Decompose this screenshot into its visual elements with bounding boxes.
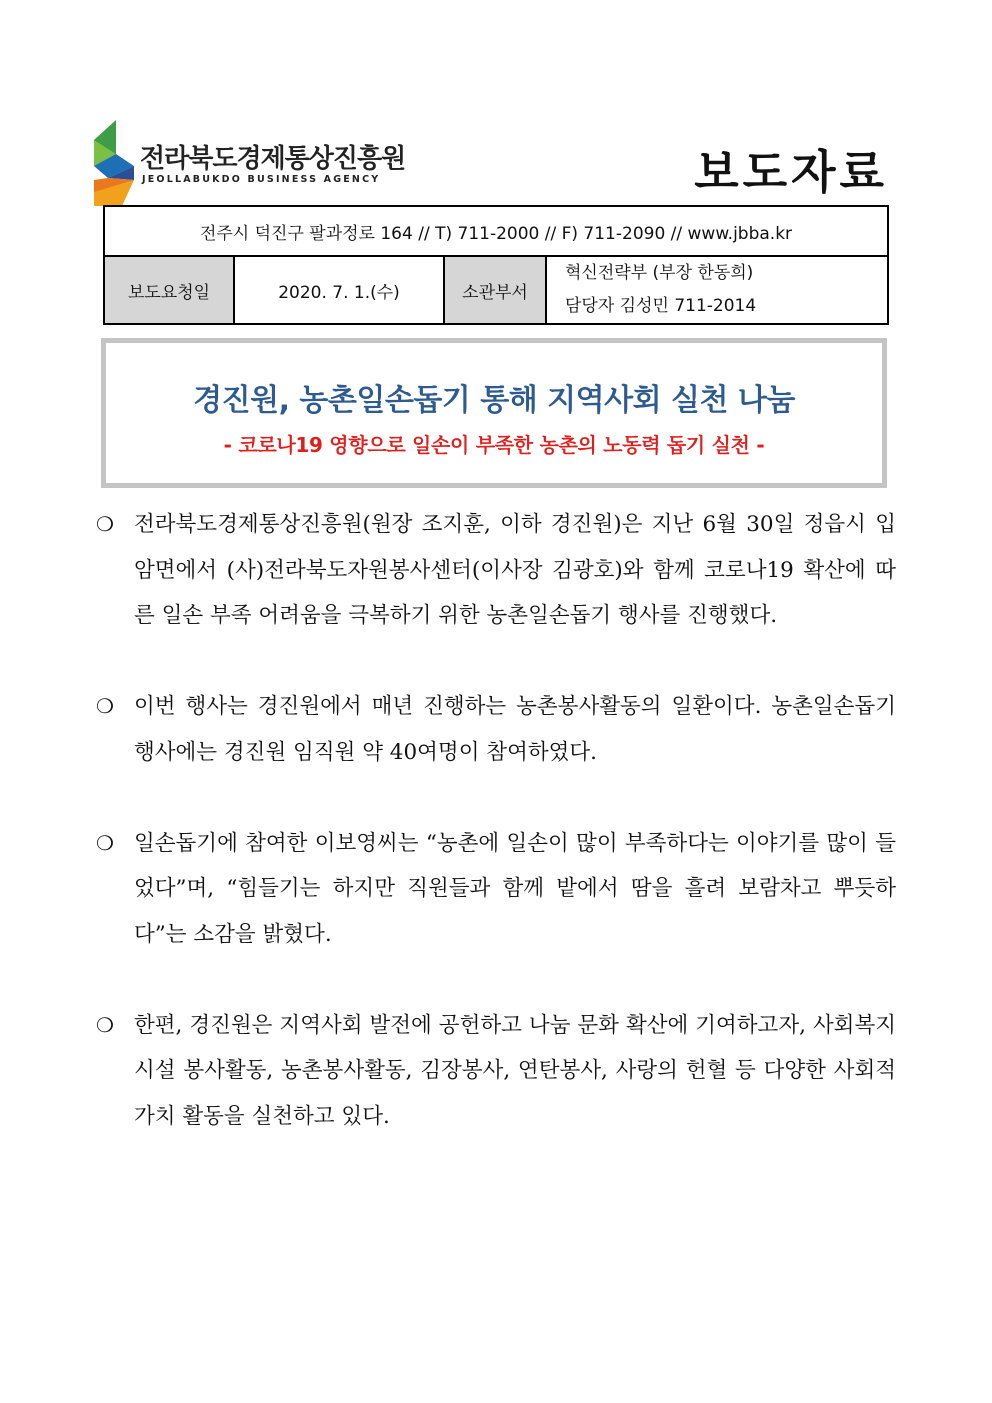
- headline-title: 경진원, 농촌일손돕기 통해 지역사회 실천 나눔: [193, 383, 795, 418]
- org-name-english: JEOLLABUKDO BUSINESS AGENCY: [142, 174, 381, 185]
- contact-line: 전주시 덕진구 팔과정로 164 // T) 711-2000 // F) 711-2090 // www.jbba.kr: [104, 206, 888, 256]
- bullet-circle-icon: ❍: [96, 830, 114, 855]
- body-paragraph: [96, 1003, 896, 1140]
- release-row: [104, 256, 888, 324]
- body-paragraph: [96, 684, 896, 775]
- logo-mark-icon: [94, 120, 140, 206]
- department-head: 혁신전략부 (부장 한동희): [565, 263, 754, 283]
- org-name: 전라북도경제통상진흥원: [140, 144, 406, 174]
- paragraph-text: 전라북도경제통상진흥원(원장 조지훈, 이하 경진원)은 지난 6월 30일 정읍시 입암면에서 (사)전라북도자원봉사센터(이사장 김광호)와 함께 코로나19 확산에 따른 일손 부족 어려움을 극복하기 위한 농촌일손돕기 행사를 진행했다.: [134, 512, 896, 628]
- release-date-label: 보도요청일: [104, 256, 234, 324]
- headline-box: [101, 338, 887, 488]
- release-date-value: 2020. 7. 1.(수): [234, 256, 444, 324]
- department-label: 소관부서: [444, 256, 546, 324]
- document-type-heading: 보도자료: [694, 145, 888, 199]
- paragraph-text: 한편, 경진원은 지역사회 발전에 공헌하고 나눔 문화 확산에 기여하고자, 사회복지시설 봉사활동, 농촌봉사활동, 김장봉사, 연탄봉사, 사랑의 헌혈 등 다양한 사회적 가치 활동을 실천하고 있다.: [134, 1012, 896, 1129]
- contact-person: 담당자 김성민 711-2014: [565, 296, 757, 316]
- contact-row: [104, 206, 888, 256]
- paragraph-text: 이번 행사는 경진원에서 매년 진행하는 농촌봉사활동의 일환이다. 농촌일손돕기 행사에는 경진원 임직원 약 40여명이 참여하였다.: [134, 694, 896, 765]
- bullet-circle-icon: ❍: [96, 1012, 114, 1037]
- headline-subtitle: - 코로나19 영향으로 일손이 부족한 농촌의 노동력 돕기 실천 -: [223, 433, 765, 457]
- paragraph-text: 일손돕기에 참여한 이보영씨는 “농촌에 일손이 많이 부족하다는 이야기를 많이 들었다”며, “힘들기는 하지만 직원들과 함께 밭에서 땀을 흘려 보람차고 뿌듯하다”는 소감을 밝혔다.: [134, 830, 896, 947]
- body-paragraph: [96, 502, 896, 639]
- org-logo: [94, 120, 406, 206]
- body-paragraph: [96, 821, 896, 958]
- press-body: [96, 502, 896, 1139]
- department-info: [546, 256, 888, 324]
- bullet-circle-icon: ❍: [96, 694, 114, 718]
- release-info-table: [103, 205, 889, 325]
- bullet-circle-icon: ❍: [96, 512, 114, 536]
